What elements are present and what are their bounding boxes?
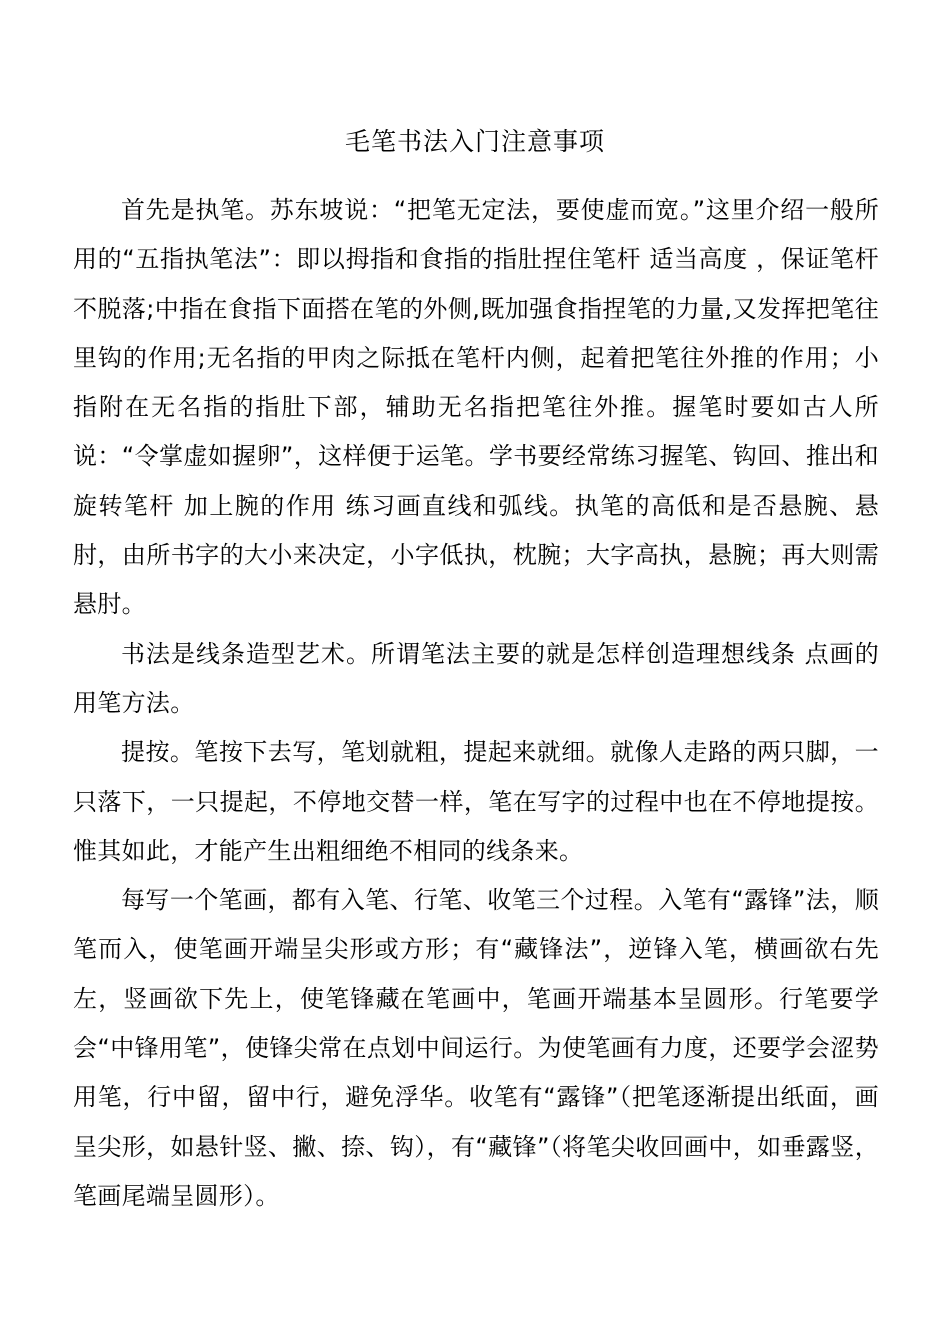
paragraph-press-lift: 提按。笔按下去写，笔划就粗，提起来就细。就像人走路的两只脚，一只落下，一只提起，不停地交替一样，笔在写字的过程中也在不停地提按。惟其如此，才能产生出粗细绝不相同的线条来。: [73, 738, 879, 865]
paragraph-brush-holding: 首先是执笔。苏东坡说：“把笔无定法，要使虚而宽。”这里介绍一般所用的“五指执笔法”：即以拇指和食指的指肚捏住笔杆 适当高度 ，保证笔杆不脱落;中指在食指下面搭在笔的外侧,既加强食指捏笔的力量,又发挥把笔往里钩的作用;无名指的甲肉之际抵在笔杆内侧，起着把笔往外推的作用；小指附在无名指的指肚下部，辅助无名指把笔往外推。握笔时要如古人所说：“令掌虚如握卵”，这样便于运笔。学书要经常练习握笔、钩回、推出和旋转笔杆 加上腕的作用 练习画直线和弧线。执笔的高低和是否悬腕、悬肘，由所书字的大小来决定，小字低执，枕腕；大字高执，悬腕；再大则需悬肘。: [73, 196, 879, 619]
paragraph-line-art: 书法是线条造型艺术。所谓笔法主要的就是怎样创造理想线条 点画的用笔方法。: [73, 639, 879, 717]
document-body: [73, 186, 879, 1221]
paragraph-stroke-process: 每写一个笔画，都有入笔、行笔、收笔三个过程。入笔有“露锋”法，顺笔而入，使笔画开端呈尖形或方形；有“藏锋法”，逆锋入笔，横画欲右先左，竖画欲下先上，使笔锋藏在笔画中，笔画开端基本呈圆形。行笔要学会“中锋用笔”，使锋尖常在点划中间运行。为使笔画有力度，还要学会涩势用笔，行中留，留中行，避免浮华。收笔有“露锋”（把笔逐渐提出纸面，画呈尖形，如悬针竖、撇、捺、钩），有“藏锋”（将笔尖收回画中，如垂露竖，笔画尾端呈圆形）。: [73, 886, 879, 1210]
document-title: 毛笔书法入门注意事项: [344, 127, 605, 156]
